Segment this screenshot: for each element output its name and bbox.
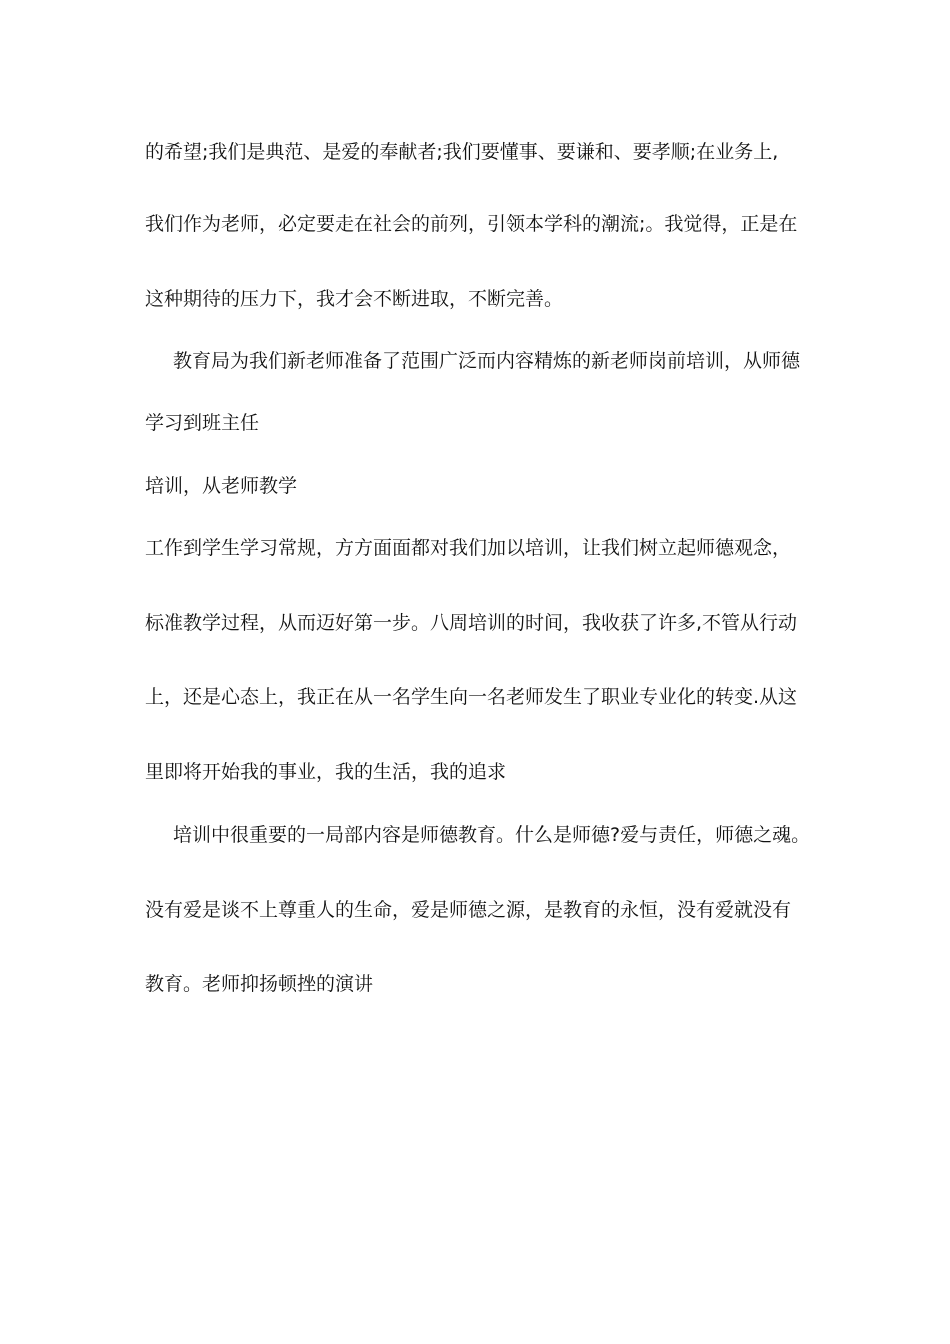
text-line-10: 里即将开始我的事业，我的生活，我的追求 — [145, 761, 507, 783]
text-line-13: 教育。老师抑扬顿挫的演讲 — [145, 973, 374, 995]
text-line-7: 工作到学生学习常规，方方面面都对我们加以培训，让我们树立起师德观念， — [145, 537, 792, 559]
text-line-1: 的希望;我们是典范、是爱的奉献者;我们要懂事、要谦和、要孝顺;在业务上, — [145, 141, 779, 163]
text-line-12: 没有爱是谈不上尊重人的生命，爱是师德之源，是教育的永恒，没有爱就没有 — [145, 899, 792, 921]
text-line-3: 这种期待的压力下，我才会不断进取，不断完善。 — [145, 288, 564, 310]
text-line-5: 学习到班主任 — [145, 412, 260, 434]
text-line-2: 我们作为老师，必定要走在社会的前列，引领本学科的潮流;。我觉得，正是在 — [145, 213, 798, 235]
paragraph-start-line-11: 培训中很重要的一局部内容是师德教育。什么是师德?爱与责任，师德之魂。 — [173, 824, 811, 846]
paragraph-start-line-4: 教育局为我们新老师准备了范围广泛而内容精炼的新老师岗前培训，从师德 — [173, 350, 801, 372]
text-line-9: 上，还是心态上，我正在从一名学生向一名老师发生了职业专业化的转变.从这 — [145, 686, 798, 708]
text-line-6: 培训，从老师教学 — [145, 475, 298, 497]
text-line-8: 标准教学过程，从而迈好第一步。八周培训的时间，我收获了许多,不管从行动 — [145, 612, 798, 634]
